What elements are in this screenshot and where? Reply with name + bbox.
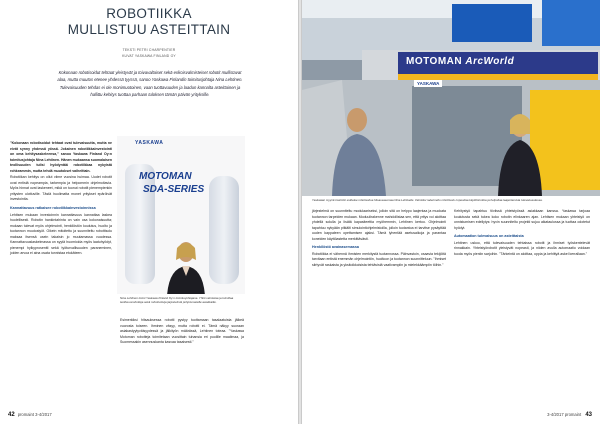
page-number: 42 xyxy=(8,412,15,418)
photo-caption: Yaskawan myynti-insinööri esittelee robotisoitua hitsausasemaa Nina Lehtiselle. Valmiiksi rakennettu robottisolu nopeuttaa käyttöönottoa ja helpottaa laajentamista tulevaisuudessa. xyxy=(312,198,543,202)
left-column-2 xyxy=(120,318,244,347)
body-paragraph: Robotiikka ei vähennä ihmisten merkitystä tuotannossa. Päinvastoin, osaavia tekijöitä tarvitaan entistä enemmän ohjelmointiin, huoltoon ja tuotannon suunnitteluun. "Ihmiset siirtyvät raskaista ja yksitoikkoisista tehtävistä vaativampiin ja mielekkäämpiin töihin." xyxy=(312,251,446,267)
body-paragraph: Lehtinen uskoo, että tulevaisuuden tehtaissa robotit ja ihmiset työskentelevät rinnakkain. Yhteistyörobotit yleistyvät nopeasti, ja niiden avulla automaatio voidaan tuoda myös pieniin sarjoihin. "Tärkeintä on aloittaa, oppia ja kehittyä askel kerrallaan." xyxy=(454,240,590,256)
credit-text: TEKSTI PETRI CHARPENTIER xyxy=(122,48,176,52)
banner-model: MOTOMAN xyxy=(139,171,192,182)
page-footer xyxy=(547,412,592,418)
body-paragraph: järjestelmä on suunniteltu modulaariseksi, jolloin sitä on helppo laajentaa ja muokata tuotannon tarpeiden mukaan. Moduulirakenne mahdollistaa sen, että yritys voi aloittaa yhdellä solulla ja lisätä kapasiteettia myöhemmin, Lehtinen kertoo. Ohjelmointi tapahtuu nykyään pitkälti simulointiohjelmistoilla, jolloin tuotantoa ei tarvitse pysäyttää uuden kappaleen opettamisen ajaksi. Tämä lyhentää asetusaikoja ja parantaa koneiden käyttöastetta merkittävästi. xyxy=(312,209,446,241)
right-column-1 xyxy=(312,209,446,269)
photo-caption: Nina Lehtinen toimii Yaskawa Finland Oy:n toimitusjohtajana. Yhtiö valmistaa ja toimittaa teollisuusrobotteja sekä robotisoituja järjestelmiä pohjoismaisille asiakkaille. xyxy=(120,296,234,305)
lead-paragraph: Kokonaan robotisoidut tehtaat yleistyvät ja toivavaltaiset sekä erikoisvalmisteiset robotit mullistavat alaa, mutta muutos etenee yhdessä tyyssä, sanoo Yaskawa Finlandin toimitusjohtaja Nina Lehtinen. Tulevaisuuden tehdas ei ole monimuotoinen, vaan tuottavuuden ja laadun kannalta asteittainen ja hallittu kehitys tuottaa parhaan tuloksen tämän päivän yrityksille. xyxy=(57,70,243,97)
section-heading: Kannattavuus ratkaisee robotiikkainvestoinnissa xyxy=(10,206,96,211)
title-line-1: ROBOTIIKKA xyxy=(106,6,192,21)
photo-logo: YASKAWA xyxy=(414,80,442,87)
photo-brand-text: MOTOMAN ArcWorld xyxy=(406,56,515,67)
banner-series: SDA-SERIES xyxy=(143,184,205,195)
left-column-1 xyxy=(10,141,112,258)
page-number: 43 xyxy=(585,412,592,418)
body-paragraph: Robotiikan kehitys on ollut viime vuosina huimaa. Uudet robotit ovat entistä nopeampia, tarkempia ja helpommin ohjelmoitavia. Myös hinnat ovat laskeneet, mikä on tuonut robotit pienempienkin yritysten ulottuville. Tästä huolimatta monet yritykset epäröivät investointia. xyxy=(10,175,112,202)
robot-illustration xyxy=(209,176,239,284)
body-paragraph: "Kokonaan robotisoidut tehtaat ovat tulevaisuutta, mutta ne eivät synny yhdessä yössä. Jokainen robotiikkainvestointi on oma kehitysaskeleensa," sanoo Yaskawa Finland Oy:n toimitusjohtaja Nina Lehtinen. Hänen mukaansa suomalaisen teollisuuden tulisi hyödyntää robotiikkaa nykyistä rohkeammin, mutta tehdä muutokset vaiheittain. xyxy=(10,141,112,173)
issue-number: 3-4/2017 xyxy=(547,412,564,417)
magazine-name: promaint xyxy=(17,412,34,417)
article-title xyxy=(0,6,298,38)
credits xyxy=(0,47,298,59)
portrait-person xyxy=(165,240,207,294)
roll-up-banner-photo xyxy=(117,136,245,294)
left-page xyxy=(0,0,298,424)
body-paragraph: Kehitystyö tapahtuu tiiviissä yhteistyössä asiakkaan kanssa. Yaskawa tarjoaa koulutusta sekä tukea koko robotin elinkaaren ajan. Lehtisen mukaan yhteistyö on onnistumisen edellytys: hyvin suunniteltu projekti sujuu aikataulussa ja tuottaa odotetut hyödyt. xyxy=(454,209,590,230)
banner-logo: YASKAWA xyxy=(135,140,164,146)
body-paragraph: Lehtisen mukaan investoinnin kannattavuus kannattaa laskea huolellisesti. Robotin hankintahinta on vain osa kokonaisuutta; mukaan tulevat myös ohjelmointi, henkilöstön koulutus, huolto ja tuotannon muutostyöt. Oikein mitoitettu ja suunniteltu robottisolu maksaa itsensä usein takaisin jo muutamassa vuodessa. Kannattavuuslaskelmassa on syytä huomioida myös laatuhyödyt, pienempi hylkyprosentti sekä työturvallisuuden paraneminen, joiden arvoa ei aina osata tunnistaa etukäteen. xyxy=(10,212,112,256)
right-column-2 xyxy=(454,209,590,258)
body-paragraph: Esimerkiksi hitsauksessa robotti pystyy tuottamaan tasalaatuista jälkeä vuorosta toiseen. Ihminen väsyy, mutta robotti ei. Tämä näkyy suoraan asiakastyytyväisyydessä ja jälkityön määrässä, Lehtinen toteaa. "Yaskawa Motoman robotteja toimitetaan vuosittain tuhansia eri puolille maailmaa, ja Suomessakin asennuskanta kasvaa tasaisesti." xyxy=(120,318,244,345)
magazine-name: promaint xyxy=(564,412,582,417)
robot-illustration xyxy=(125,164,155,284)
page-footer xyxy=(8,412,52,418)
factory-photo xyxy=(302,0,600,196)
title-line-2: MULLISTUU ASTEITTAIN xyxy=(67,22,231,37)
section-heading: Henkilöstö avainasemassa xyxy=(312,245,359,250)
issue-number: 3-4/2017 xyxy=(35,412,52,417)
right-page xyxy=(302,0,600,424)
credit-photo: KUVAT YASKAWA FINLAND OY xyxy=(122,54,176,58)
section-heading: Automaation tulevaisuus on asteittaista xyxy=(454,234,524,239)
factory-scene xyxy=(302,0,600,196)
